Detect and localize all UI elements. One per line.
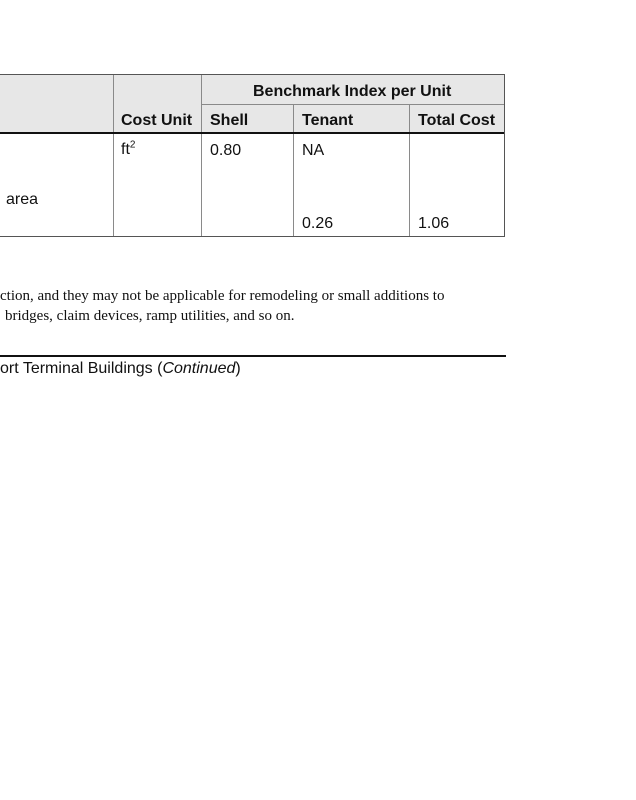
footnote-line-2: bridges, claim devices, ramp utilities, and so on.: [5, 308, 295, 324]
caption-prefix: ort Terminal Buildings (: [0, 360, 163, 377]
caption-rule: [0, 355, 506, 357]
cell-shell: 0.80: [210, 142, 242, 159]
column-header-cost-unit: Cost Unit: [121, 112, 193, 129]
column-divider: [293, 105, 294, 236]
header-bottom-rule: [0, 132, 504, 134]
footnote-line-1: ction, and they may not be applicable for remodeling or small additions to: [0, 288, 445, 304]
caption-continued: Continued: [162, 360, 236, 377]
cost-unit-text: ft: [121, 141, 130, 158]
table-caption: [0, 360, 241, 378]
column-header-tenant: Tenant: [302, 112, 354, 129]
column-divider: [409, 105, 410, 236]
column-header-shell: Shell: [210, 112, 249, 129]
column-divider: [113, 75, 114, 236]
row-label-fragment: area: [6, 191, 39, 208]
cell-tenant-top: NA: [302, 142, 325, 159]
cell-total-cost: 1.06: [418, 215, 450, 232]
cell-tenant-bottom: 0.26: [302, 215, 334, 232]
group-header-divider: [201, 104, 504, 105]
group-header-benchmark-index: Benchmark Index per Unit: [253, 83, 452, 100]
caption-suffix: ): [235, 360, 241, 377]
column-divider: [201, 75, 202, 236]
benchmark-table: [0, 74, 505, 237]
cost-unit-superscript: 2: [129, 139, 136, 151]
cell-cost-unit: [121, 141, 135, 159]
column-header-total-cost: Total Cost: [418, 112, 496, 129]
